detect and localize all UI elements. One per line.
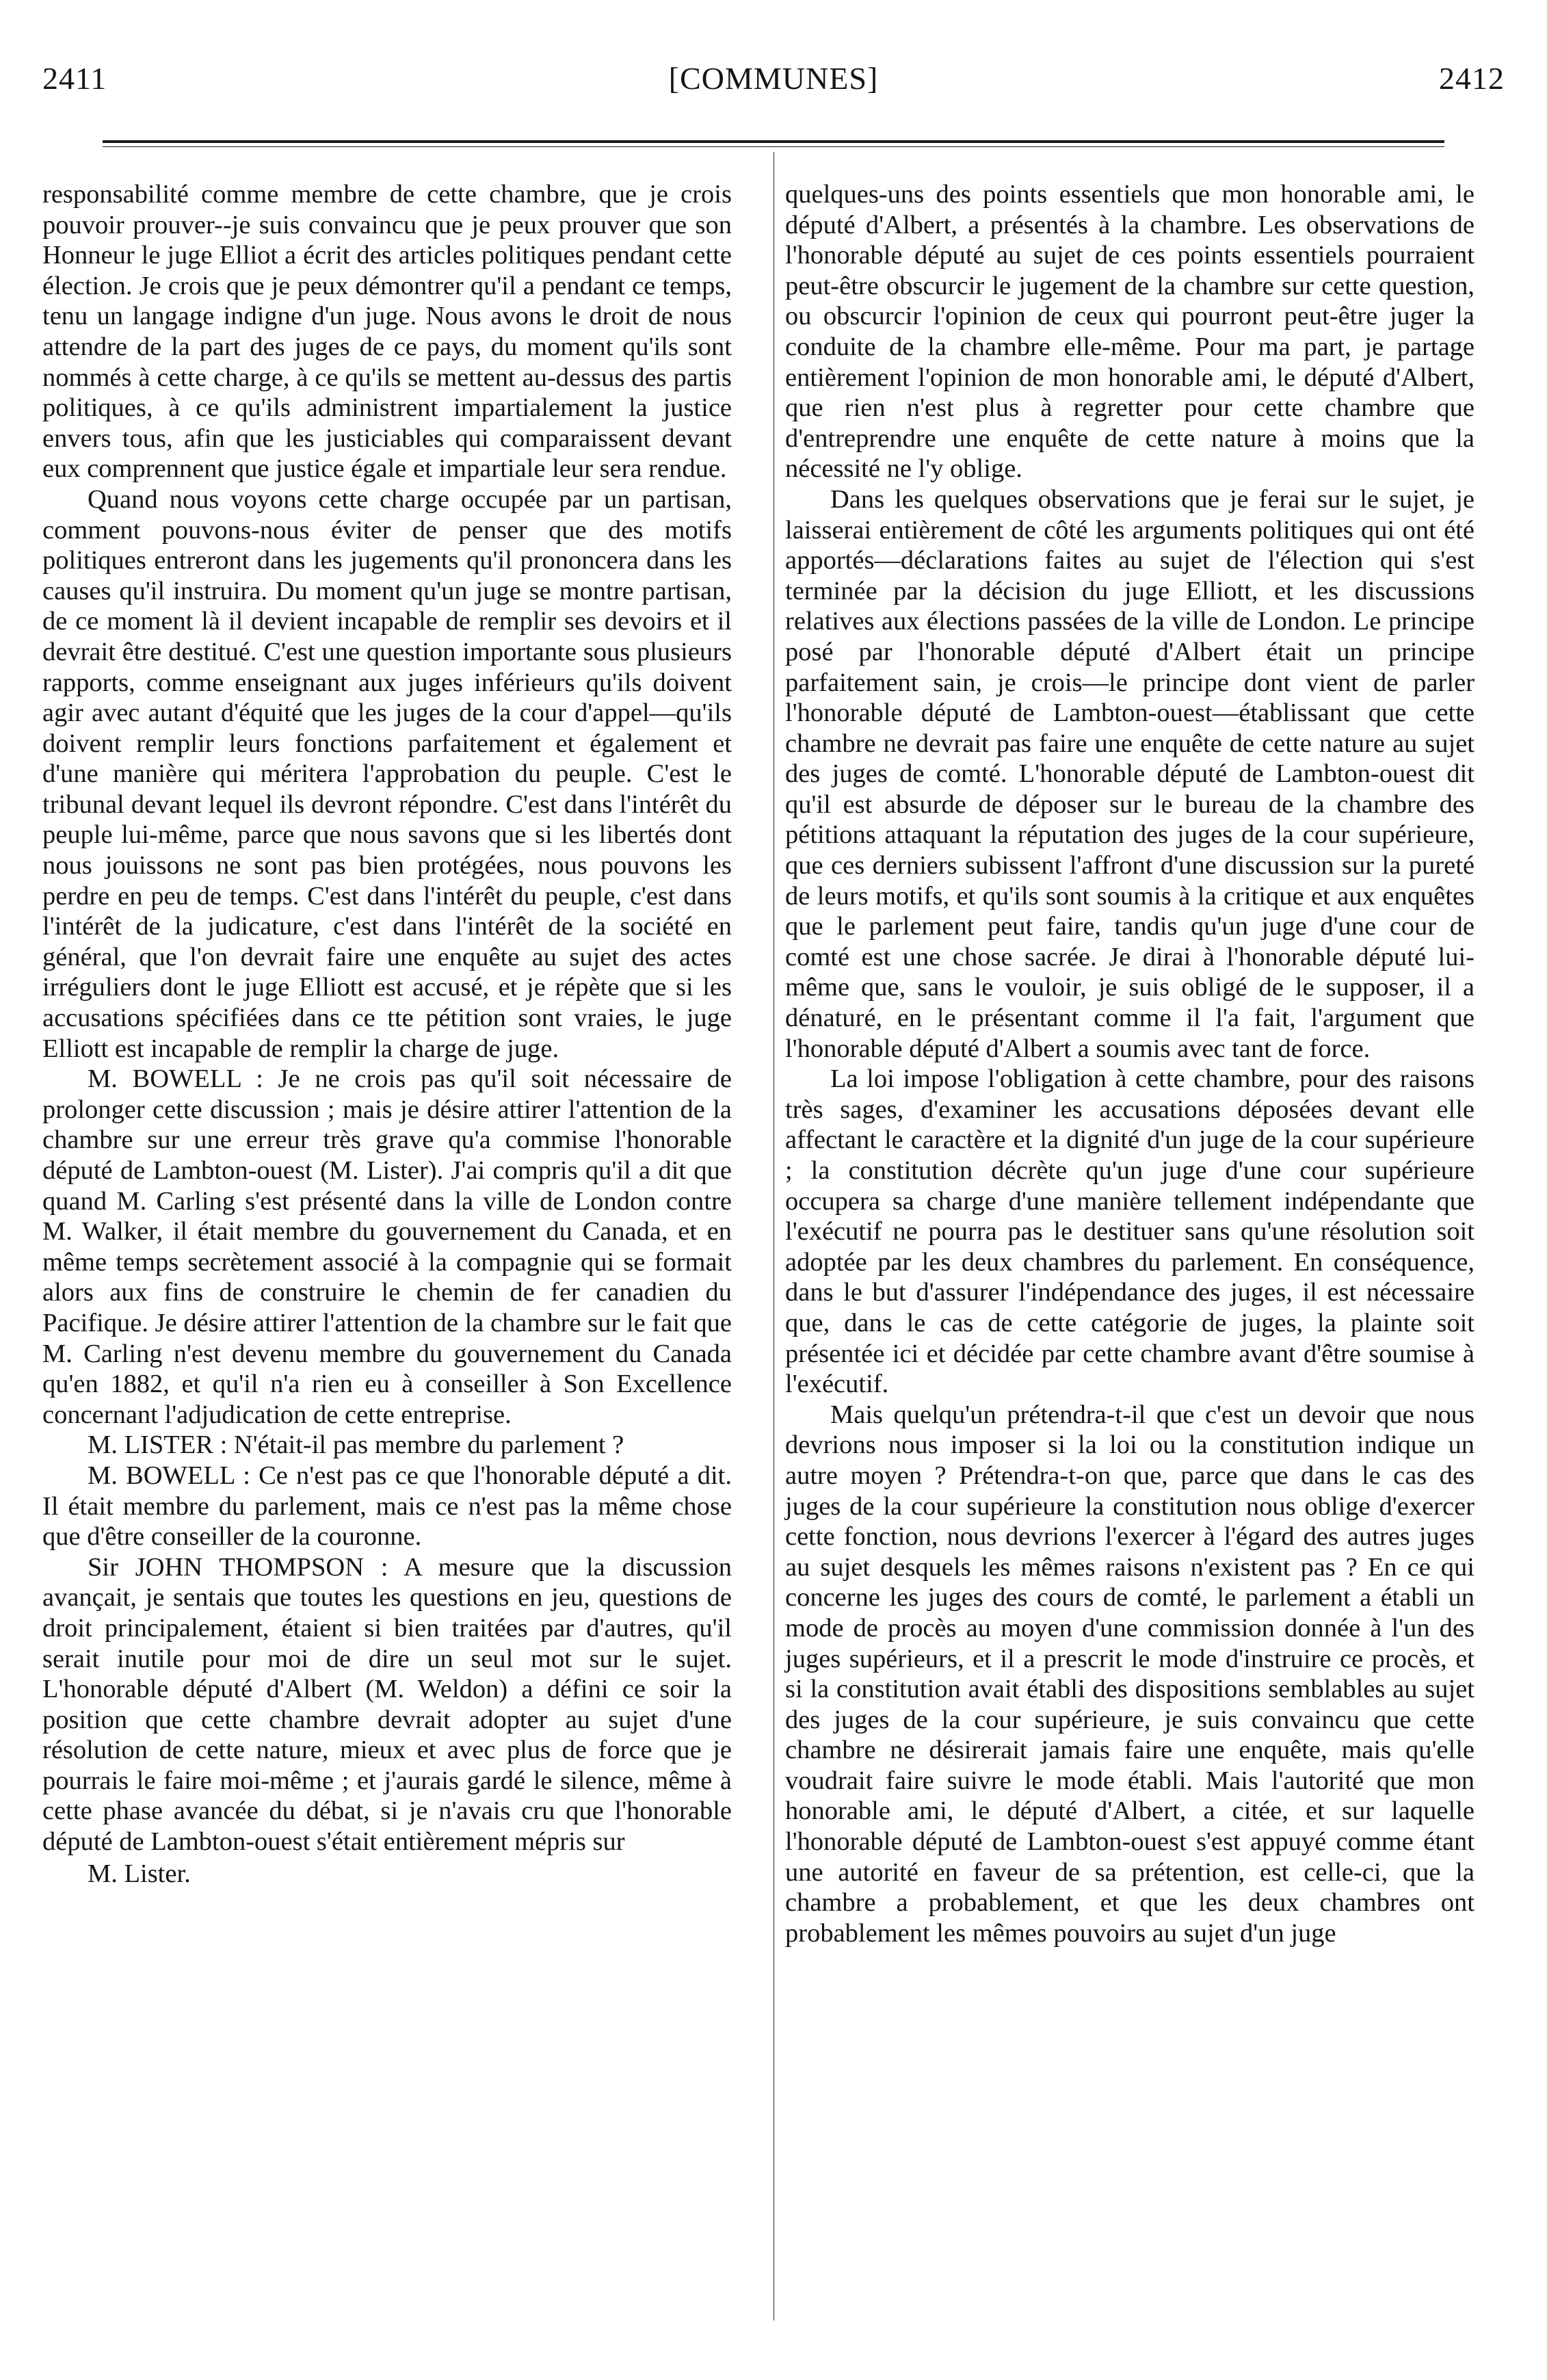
speaker-name: M. BOWELL : [88,1461,250,1490]
speech-text: N'était-il pas membre du parlement ? [233,1430,624,1460]
right-column [785,179,1475,1948]
speech-paragraph [42,1430,732,1461]
paragraph: responsabilité comme membre de cette chambre, que je crois pouvoir prouver--je suis convaincu que je peux prouver que son Honneur le juge Elliot a écrit des articles politiques pendant cette élection. Je crois que je peux démontrer qu'il a pendant ce temps, tenu un langage indigne d'un juge. Nous avons le droit de nous attendre de la part des juges de ce pays, du moment qu'ils sont nommés à cette charge, à ce qu'ils se mettent au-dessus des partis politiques, à ce qu'ils administrent impartialement la justice envers tous, afin que les justiciables qui comparaissent devant eux comprennent que justice égale et impartiale leur sera rendue. [42,180,732,484]
speaker-name: Sir JOHN THOMPSON : [88,1552,388,1582]
page-number-right: 2412 [1439,61,1505,96]
paragraph: La loi impose l'obligation à cette chambre, pour des raisons très sages, d'examiner les accusations déposées devant elle affectant le caractère et la dignité d'un juge de la cour supérieure ; la constitution décrète qu'un juge d'une cour supérieure occupera sa charge d'une manière tellement indépendante que l'exécutif ne pourra pas le destituer sans qu'une résolution soit adoptée par les deux chambres du parlement. En conséquence, dans le but d'assurer l'indépendance des juges, il est nécessaire que, dans le cas de cette catégorie de juges, la plainte soit présentée ici et décidée par cette chambre avant d'être soumise à l'exécutif. [785,1064,1475,1399]
left-column [42,179,732,1889]
speaker-signature: M. Lister. [88,1859,191,1888]
header-rule-thick [103,140,1444,143]
speech-paragraph [42,1552,732,1857]
speech-text: Ce n'est pas ce que l'honorable député a dit. Il était membre du parlement, mais ce n'est pas la même chose que d'être conseiller de la couronne. [42,1461,732,1552]
speech-text: A mesure que la discussion avançait, je sentais que toutes les questions en jeu, questions de droit principalement, étaient si bien traitées par d'autres, qu'il serait inutile pour moi de dire un seul mot sur le sujet. L'honorable député d'Albert (M. Weldon) a défini ce soir la position que cette chambre devrait adopter au sujet d'une résolution de cette nature, mieux et avec plus de force que je pourrais le faire moi-même ; et j'aurais gardé le silence, même à cette phase avancée du débat, si je n'avais cru que l'honorable député de Lambton-ouest s'était entièrement mépris sur [42,1552,732,1857]
running-title: [COMMUNES] [668,61,879,96]
paragraph: Mais quelqu'un prétendra-t-il que c'est un devoir que nous devrions nous imposer si la loi ou la constitution indique un autre moyen ? Prétendra-t-on que, parce que dans le cas des juges de la cour supérieure la constitution nous oblige d'exercer cette fonction, nous devrions l'exercer à l'égard des autres juges au sujet desquels les mêmes raisons n'existent pas ? En ce qui concerne les juges des cours de comté, le parlement a établi un mode de procès au moyen d'une commission donnée à l'un des juges supérieurs, et il a prescrit le mode d'instruire ce procès, et si la constitution avait établi des dispositions semblables au sujet des juges de la cour supérieure, je suis convaincu que cette chambre ne désirerait jamais faire une enquête, mais qu'elle voudrait faire suivre le mode établi. Mais l'autorité que mon honorable ami, le député d'Albert, a citée, et sur laquelle l'honorable député de Lambton-ouest s'est appuyé comme étant une autorité en faveur de sa prétention, est celle-ci, que la chambre a probablement, et que les deux chambres ont probablement les mêmes pouvoirs au sujet d'un juge [785,1400,1475,1948]
speech-paragraph [42,1461,732,1552]
paragraph: Quand nous voyons cette charge occupée par un partisan, comment pouvons-nous éviter de penser que des motifs politiques entreront dans les jugements qu'il prononcera dans les causes qu'il instruira. Du moment qu'un juge se montre partisan, de ce moment là il devient incapable de remplir ses devoirs et il devrait être destitué. C'est une question importante sous plusieurs rapports, comme enseignant aux juges inférieurs qu'ils doivent agir avec autant d'équité que les juges de la cour d'appel—qu'ils doivent remplir leurs fonctions parfaitement et également et d'une manière qui méritera l'approbation du peuple. C'est le tribunal devant lequel ils devront répondre. C'est dans l'intérêt du peuple lui-même, parce que nous savons que si les libertés dont nous jouissons ne sont pas bien protégées, nous pouvons les perdre en peu de temps. C'est dans l'intérêt du peuple, c'est dans l'intérêt de la judicature, c'est dans l'intérêt de la société en général, que l'on devrait faire une enquête au sujet des actes irréguliers dont le juge Elliott est accusé, et je répète que si les accusations spécifiées dans ce tte pétition sont vraies, le juge Elliott est incapable de remplir la charge de juge. [42,484,732,1063]
speech-text: Je ne crois pas qu'il soit nécessaire de prolonger cette discussion ; mais je désire attirer l'attention de la chambre sur une erreur très grave qu'a commise l'honorable député de Lambton-ouest (M. Lister). J'ai compris qu'il a dit que quand M. Carling s'est présenté dans la ville de London contre M. Walker, il était membre du gouvernement du Canada, et en même temps secrètement associé à la compagnie qui se formait alors aux fins de construire le chemin de fer canadien du Pacifique. Je désire attirer l'attention de la chambre sur le fait que M. Carling n'est devenu membre du gouvernement du Canada qu'en 1882, et qu'il n'a rien eu à conseiller à Son Excellence concernant l'adjudication de cette entreprise. [42,1064,732,1429]
speaker-name: M. LISTER : [88,1430,228,1460]
speech-paragraph [42,1064,732,1430]
paragraph: Dans les quelques observations que je ferai sur le sujet, je laisserai entièrement de côté les arguments politiques qui ont été apportés—déclarations faites au sujet de l'élection qui s'est terminée par la décision du juge Elliott, et les discussions relatives aux élections passées de la ville de London. Le principe posé par l'honorable député d'Albert était un principe parfaitement sain, je crois—le principe dont vient de parler l'honorable député de Lambton-ouest—établissant que cette chambre ne devrait pas faire une enquête de cette nature au sujet des juges de comté. L'honorable député de Lambton-ouest dit qu'il est absurde de déposer sur le bureau de la chambre des pétitions attaquant la réputation des juges de la cour supérieure, que ces derniers subissent l'affront d'une discussion sur la pureté de leurs motifs, et qu'ils sont soumis à la critique et aux enquêtes que le parlement peut faire, tandis qu'un juge d'une cour de comté est une chose sacrée. Je dirai à l'honorable député lui-même que, sans le vouloir, je suis obligé de le supposer, il a dénaturé, en le présentant comme il l'a fait, l'argument que l'honorable député d'Albert a soumis avec tant de force. [785,484,1475,1063]
page-header [42,60,1505,115]
header-rule-thin [103,146,1444,147]
page-number-left: 2411 [42,61,107,96]
paragraph: quelques-uns des points essentiels que mon honorable ami, le député d'Albert, a présentés à la chambre. Les observations de l'honorable député au sujet de ces points essentiels pourraient peut-être obscurcir le jugement de la chambre sur cette question, ou obscurcir l'opinion de ceux qui pourront peut-être juger la conduite de la chambre elle-même. Pour ma part, je partage entièrement l'opinion de mon honorable ami, le député d'Albert, que rien n'est plus à regretter pour cette chambre que d'entreprendre une enquête de cette nature à moins que la nécessité ne l'y oblige. [785,180,1475,484]
speaker-name: M. BOWELL : [88,1064,263,1094]
